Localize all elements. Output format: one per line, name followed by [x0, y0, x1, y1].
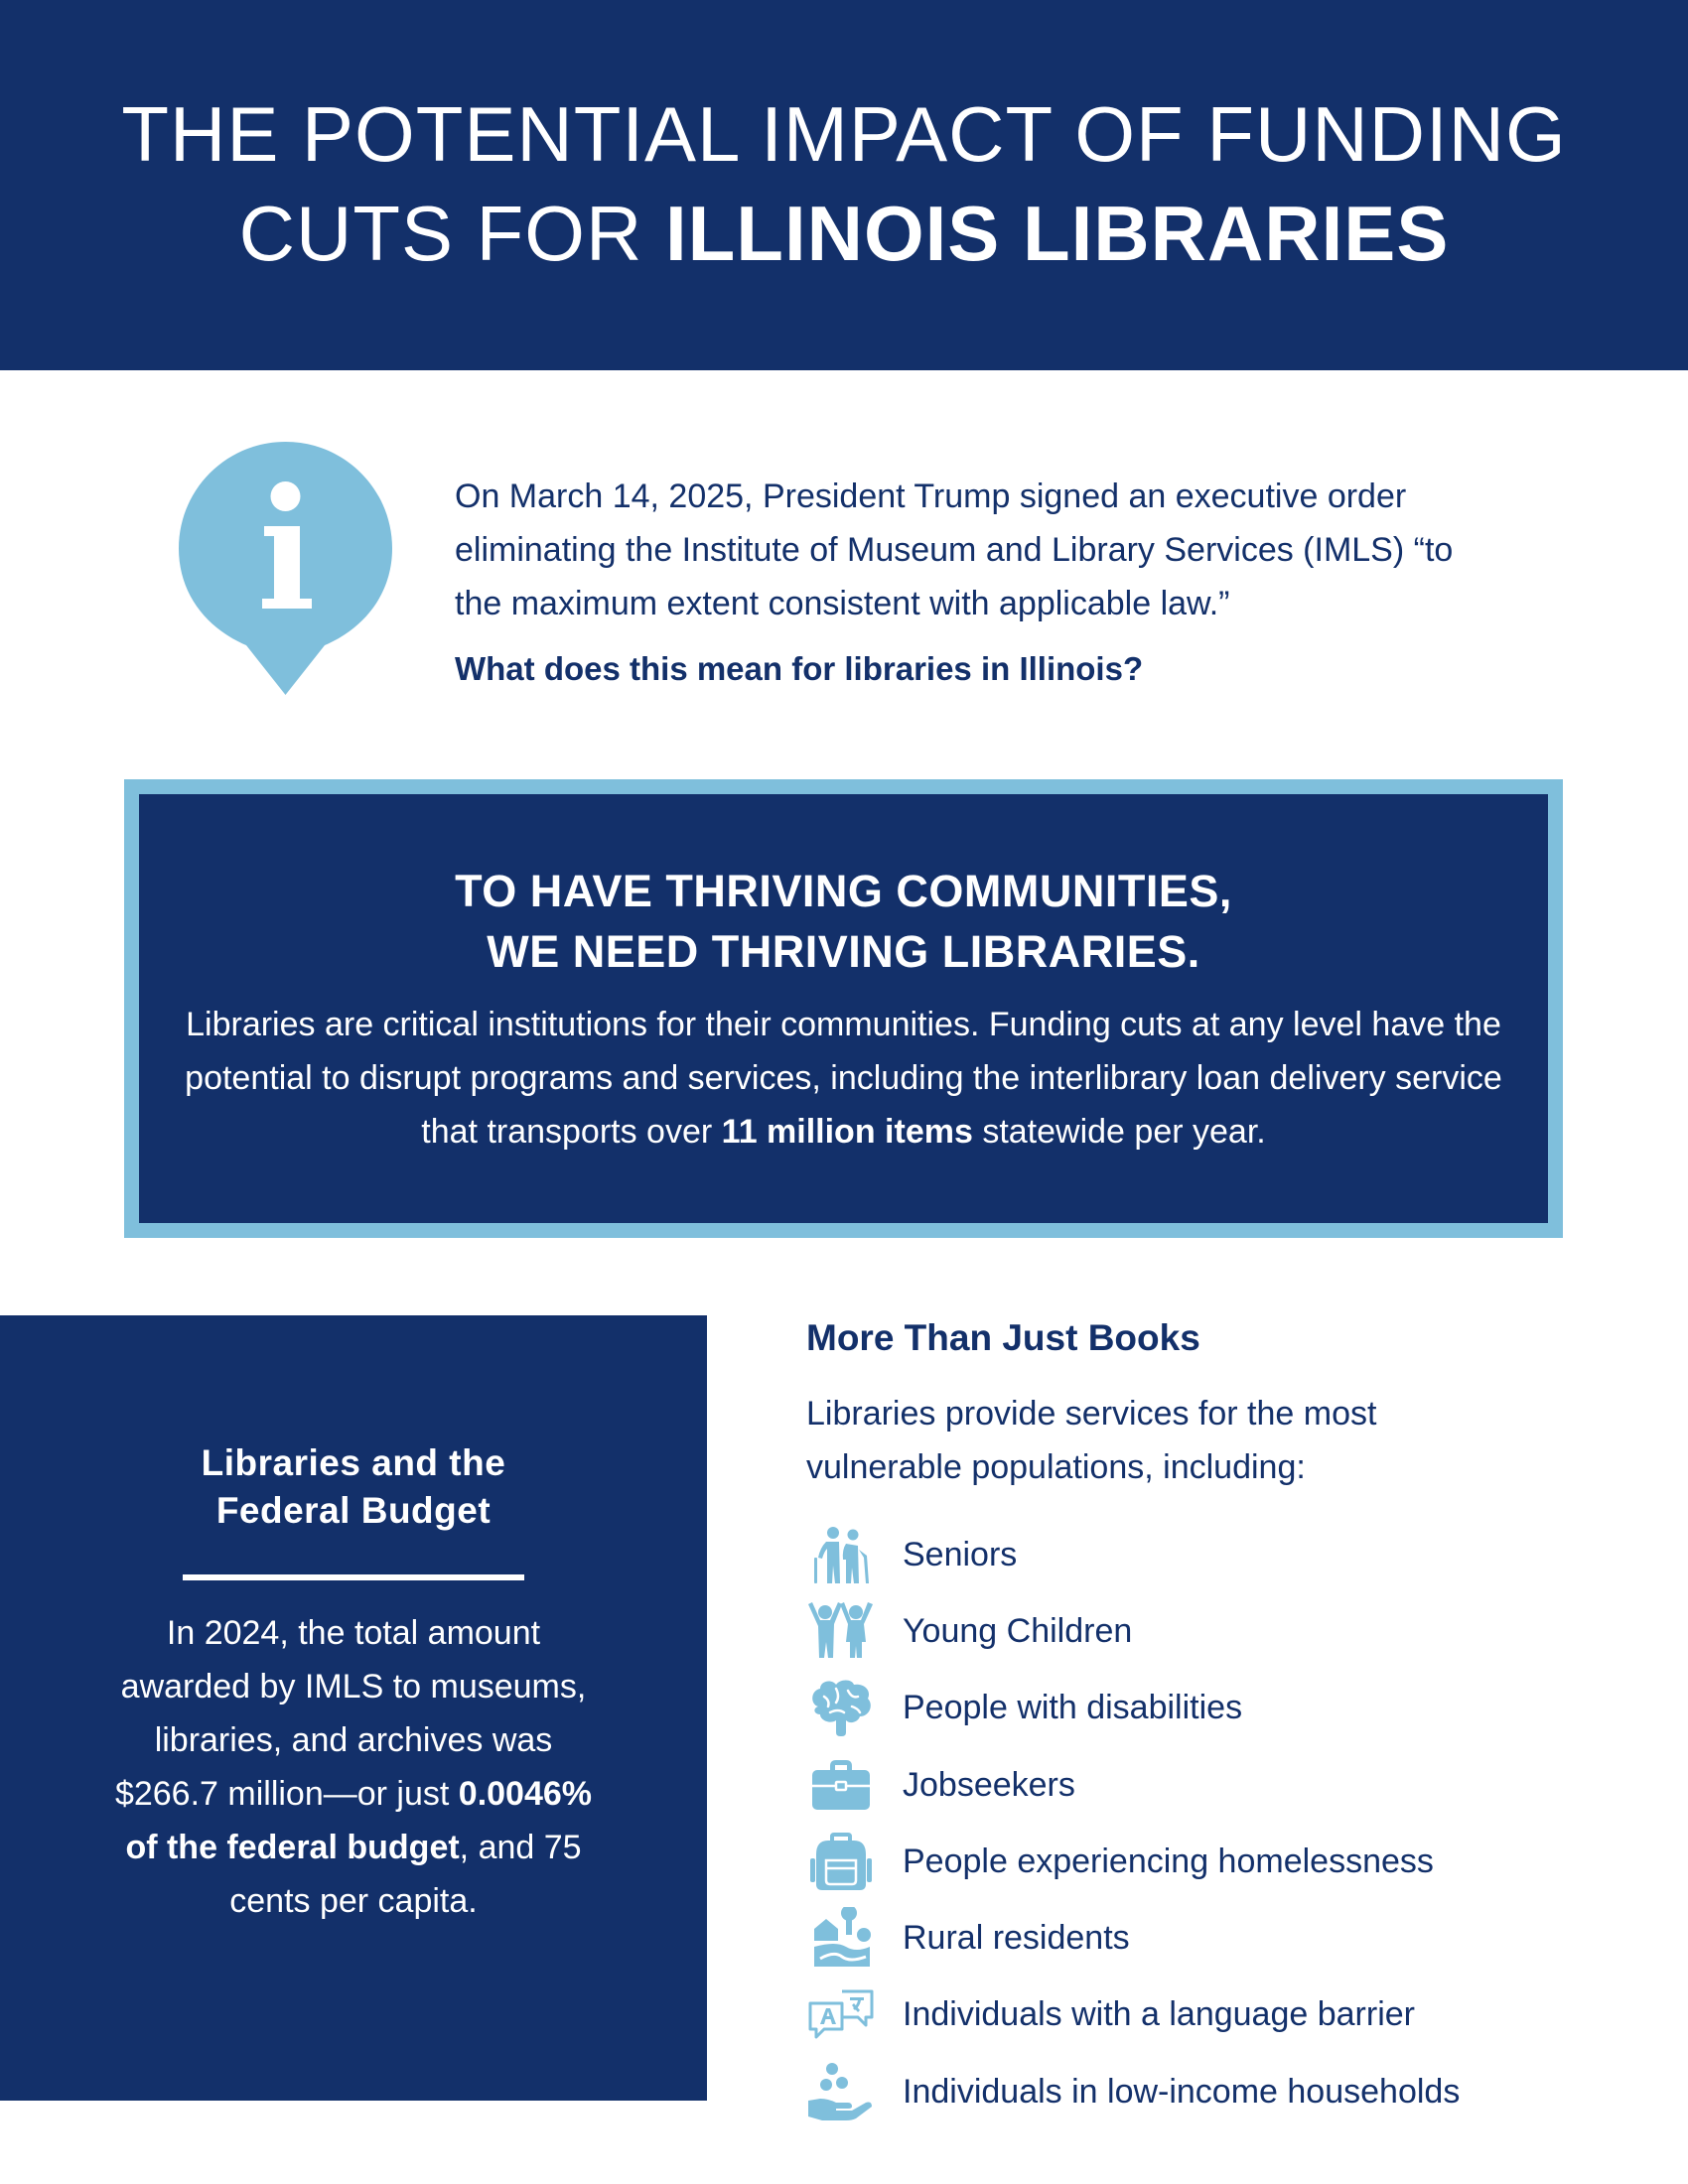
list-item-label: Young Children [903, 1611, 1133, 1650]
rural-icon [806, 1907, 876, 1969]
list-item [806, 1746, 1660, 1823]
budget-divider [183, 1574, 524, 1580]
list-item [806, 1823, 1660, 1899]
thriving-body-text: Libraries are critical institutions for their communities. Funding cuts at any level have the potential to disrupt programs and services, including the interlibrary loan delivery service that transports over [185, 1006, 1502, 1151]
list-item-label: Individuals in low-income households [903, 2072, 1461, 2111]
thriving-body-end: statewide per year. [982, 1113, 1266, 1151]
children-icon [806, 1600, 876, 1662]
title-line-1: THE POTENTIAL IMPACT OF FUNDING [121, 89, 1567, 178]
budget-title [0, 1439, 707, 1535]
list-item [806, 1670, 1660, 1746]
list-item [806, 1592, 1660, 1669]
list-item [806, 2053, 1660, 2129]
budget-body-end: , and 75 cents per capita. [229, 1829, 582, 1920]
translate-icon [806, 1983, 876, 2045]
info-pin-icon [179, 442, 392, 695]
thriving-callout [139, 794, 1548, 1223]
thriving-body-highlight: 11 million items [721, 1113, 973, 1151]
more-than-books-title: More Than Just Books [806, 1317, 1200, 1358]
briefcase-icon [806, 1754, 876, 1816]
intro-question: What does this mean for libraries in Illinois? [455, 650, 1144, 687]
list-item-label: Jobseekers [903, 1765, 1075, 1804]
budget-title-line-2: Federal Budget [215, 1490, 492, 1531]
more-than-books-intro: Libraries provide services for the most vulnerable populations, including: [806, 1395, 1377, 1486]
population-list [806, 1516, 1660, 2129]
budget-body-text: In 2024, the total amount awarded by IMLS to museums, libraries, and archives was $266.7 million—or just [114, 1614, 587, 1813]
thriving-title-line-2: WE NEED THRIVING LIBRARIES. [487, 926, 1200, 977]
intro-paragraph: On March 14, 2025, President Trump signed an executive order eliminating the Institute of Museum and Library Services (IMLS) “to the maximum extent consistent with applicable law.” [455, 478, 1454, 622]
intro-text [455, 470, 1507, 696]
list-item [806, 1977, 1660, 2053]
seniors-icon [806, 1524, 876, 1585]
list-item-label: Seniors [903, 1535, 1018, 1573]
budget-body [109, 1606, 598, 1928]
title-line-2-bold: ILLINOIS LIBRARIES [664, 189, 1450, 277]
list-item-label: Rural residents [903, 1919, 1130, 1958]
title-line-2 [239, 184, 1450, 283]
backpack-icon [806, 1831, 876, 1892]
budget-title-line-1: Libraries and the [201, 1442, 506, 1483]
budget-body-highlight: 0.0046% of the federal budget [125, 1775, 593, 1866]
list-item [806, 1516, 1660, 1592]
list-item [806, 1899, 1660, 1976]
list-item-label: Individuals with a language barrier [903, 1995, 1415, 2034]
header-banner [0, 0, 1688, 370]
list-item-label: People with disabilities [903, 1689, 1243, 1727]
federal-budget-panel [0, 1315, 707, 2101]
brain-icon [806, 1677, 876, 1738]
thriving-title [139, 861, 1548, 982]
thriving-callout-frame [124, 779, 1563, 1238]
list-item-label: People experiencing homelessness [903, 1842, 1434, 1880]
thriving-title-line-1: TO HAVE THRIVING COMMUNITIES, [455, 866, 1232, 916]
title-line-2-light: CUTS FOR [238, 189, 643, 277]
hand-coins-icon [806, 2061, 876, 2122]
thriving-body [179, 998, 1509, 1159]
